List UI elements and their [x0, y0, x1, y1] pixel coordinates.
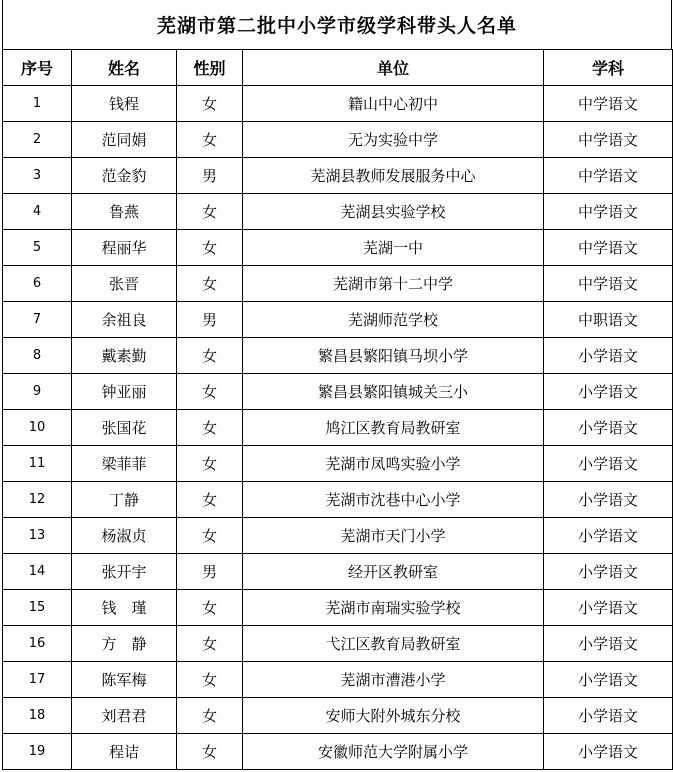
- table-row: [3, 518, 673, 554]
- cell-gender: 女: [177, 122, 243, 158]
- cell-gender: 女: [177, 662, 243, 698]
- cell-unit: 芜湖市凤鸣实验小学: [243, 446, 544, 482]
- cell-gender: 女: [177, 194, 243, 230]
- cell-subject: 中学语文: [544, 158, 673, 194]
- cell-subject: 小学语文: [544, 698, 673, 734]
- cell-seq: 3: [3, 158, 72, 194]
- cell-subject: 小学语文: [544, 338, 673, 374]
- cell-seq: 13: [3, 518, 72, 554]
- cell-name: 余祖良: [72, 302, 177, 338]
- cell-name: 程丽华: [72, 230, 177, 266]
- cell-name: 张开宇: [72, 554, 177, 590]
- cell-name: 程诘: [72, 734, 177, 770]
- table-body: [3, 86, 673, 770]
- table-row: [3, 482, 673, 518]
- cell-unit: 安徽师范大学附属小学: [243, 734, 544, 770]
- cell-unit: 芜湖市漕港小学: [243, 662, 544, 698]
- cell-seq: 14: [3, 554, 72, 590]
- cell-name: 刘君君: [72, 698, 177, 734]
- cell-subject: 中学语文: [544, 194, 673, 230]
- header-seq: 序号: [3, 50, 72, 86]
- cell-seq: 12: [3, 482, 72, 518]
- cell-gender: 男: [177, 302, 243, 338]
- cell-seq: 8: [3, 338, 72, 374]
- cell-gender: 女: [177, 338, 243, 374]
- cell-seq: 16: [3, 626, 72, 662]
- table-row: [3, 194, 673, 230]
- table-row: [3, 410, 673, 446]
- cell-name: 张国花: [72, 410, 177, 446]
- table-row: [3, 734, 673, 770]
- cell-gender: 女: [177, 698, 243, 734]
- cell-name: 陈军梅: [72, 662, 177, 698]
- cell-unit: 安师大附外城东分校: [243, 698, 544, 734]
- cell-name: 范同娟: [72, 122, 177, 158]
- table-row: [3, 446, 673, 482]
- cell-seq: 15: [3, 590, 72, 626]
- header-row: [3, 50, 673, 86]
- cell-name: 张晋: [72, 266, 177, 302]
- table-row: [3, 266, 673, 302]
- cell-gender: 女: [177, 590, 243, 626]
- cell-unit: 芜湖一中: [243, 230, 544, 266]
- table-row: [3, 158, 673, 194]
- cell-unit: 无为实验中学: [243, 122, 544, 158]
- cell-unit: 芜湖县实验学校: [243, 194, 544, 230]
- cell-unit: 繁昌县繁阳镇马坝小学: [243, 338, 544, 374]
- cell-seq: 1: [3, 86, 72, 122]
- cell-subject: 小学语文: [544, 446, 673, 482]
- cell-seq: 5: [3, 230, 72, 266]
- cell-subject: 中职语文: [544, 302, 673, 338]
- cell-subject: 中学语文: [544, 230, 673, 266]
- table-row: [3, 122, 673, 158]
- header-subject: 学科: [544, 50, 673, 86]
- spreadsheet: [2, 0, 672, 772]
- table-row: [3, 302, 673, 338]
- cell-subject: 小学语文: [544, 626, 673, 662]
- cell-unit: 弋江区教育局教研室: [243, 626, 544, 662]
- cell-unit: 芜湖市第十二中学: [243, 266, 544, 302]
- cell-gender: 女: [177, 410, 243, 446]
- cell-subject: 小学语文: [544, 554, 673, 590]
- cell-unit: 芜湖市天门小学: [243, 518, 544, 554]
- cell-unit: 籍山中心初中: [243, 86, 544, 122]
- cell-name: 丁静: [72, 482, 177, 518]
- cell-seq: 7: [3, 302, 72, 338]
- cell-unit: 芜湖县教师发展服务中心: [243, 158, 544, 194]
- cell-name: 鲁燕: [72, 194, 177, 230]
- cell-seq: 17: [3, 662, 72, 698]
- cell-subject: 小学语文: [544, 734, 673, 770]
- cell-unit: 芜湖市沈巷中心小学: [243, 482, 544, 518]
- cell-subject: 小学语文: [544, 374, 673, 410]
- cell-unit: 经开区教研室: [243, 554, 544, 590]
- cell-seq: 6: [3, 266, 72, 302]
- cell-gender: 男: [177, 158, 243, 194]
- cell-gender: 女: [177, 626, 243, 662]
- cell-name: 钱程: [72, 86, 177, 122]
- cell-subject: 中学语文: [544, 266, 673, 302]
- cell-gender: 女: [177, 518, 243, 554]
- cell-subject: 小学语文: [544, 590, 673, 626]
- cell-name: 钟亚丽: [72, 374, 177, 410]
- cell-gender: 女: [177, 230, 243, 266]
- table-row: [3, 698, 673, 734]
- cell-seq: 10: [3, 410, 72, 446]
- table-row: [3, 626, 673, 662]
- table-row: [3, 590, 673, 626]
- cell-seq: 9: [3, 374, 72, 410]
- cell-subject: 小学语文: [544, 662, 673, 698]
- cell-gender: 女: [177, 374, 243, 410]
- cell-name: 方 静: [72, 626, 177, 662]
- cell-seq: 11: [3, 446, 72, 482]
- header-unit: 单位: [243, 50, 544, 86]
- table-row: [3, 554, 673, 590]
- cell-unit: 芜湖师范学校: [243, 302, 544, 338]
- cell-name: 梁菲菲: [72, 446, 177, 482]
- cell-gender: 女: [177, 446, 243, 482]
- cell-unit: 芜湖市南瑞实验学校: [243, 590, 544, 626]
- cell-seq: 4: [3, 194, 72, 230]
- cell-subject: 中学语文: [544, 86, 673, 122]
- cell-subject: 小学语文: [544, 482, 673, 518]
- page-title: 芜湖市第二批中小学市级学科带头人名单: [156, 15, 517, 37]
- table-row: [3, 662, 673, 698]
- table-row: [3, 338, 673, 374]
- name-list-table: [2, 49, 673, 770]
- cell-name: 杨淑贞: [72, 518, 177, 554]
- cell-seq: 18: [3, 698, 72, 734]
- cell-gender: 男: [177, 554, 243, 590]
- cell-subject: 中学语文: [544, 122, 673, 158]
- title-row: [2, 0, 672, 49]
- cell-gender: 女: [177, 734, 243, 770]
- header-name: 姓名: [72, 50, 177, 86]
- header-gender: 性别: [177, 50, 243, 86]
- table-row: [3, 86, 673, 122]
- cell-gender: 女: [177, 266, 243, 302]
- table-row: [3, 230, 673, 266]
- table-row: [3, 374, 673, 410]
- cell-name: 钱 瑾: [72, 590, 177, 626]
- cell-unit: 鸠江区教育局教研室: [243, 410, 544, 446]
- cell-seq: 2: [3, 122, 72, 158]
- cell-gender: 女: [177, 482, 243, 518]
- cell-unit: 繁昌县繁阳镇城关三小: [243, 374, 544, 410]
- cell-gender: 女: [177, 86, 243, 122]
- cell-name: 范金豹: [72, 158, 177, 194]
- cell-subject: 小学语文: [544, 518, 673, 554]
- cell-name: 戴素勤: [72, 338, 177, 374]
- cell-subject: 小学语文: [544, 410, 673, 446]
- cell-seq: 19: [3, 734, 72, 770]
